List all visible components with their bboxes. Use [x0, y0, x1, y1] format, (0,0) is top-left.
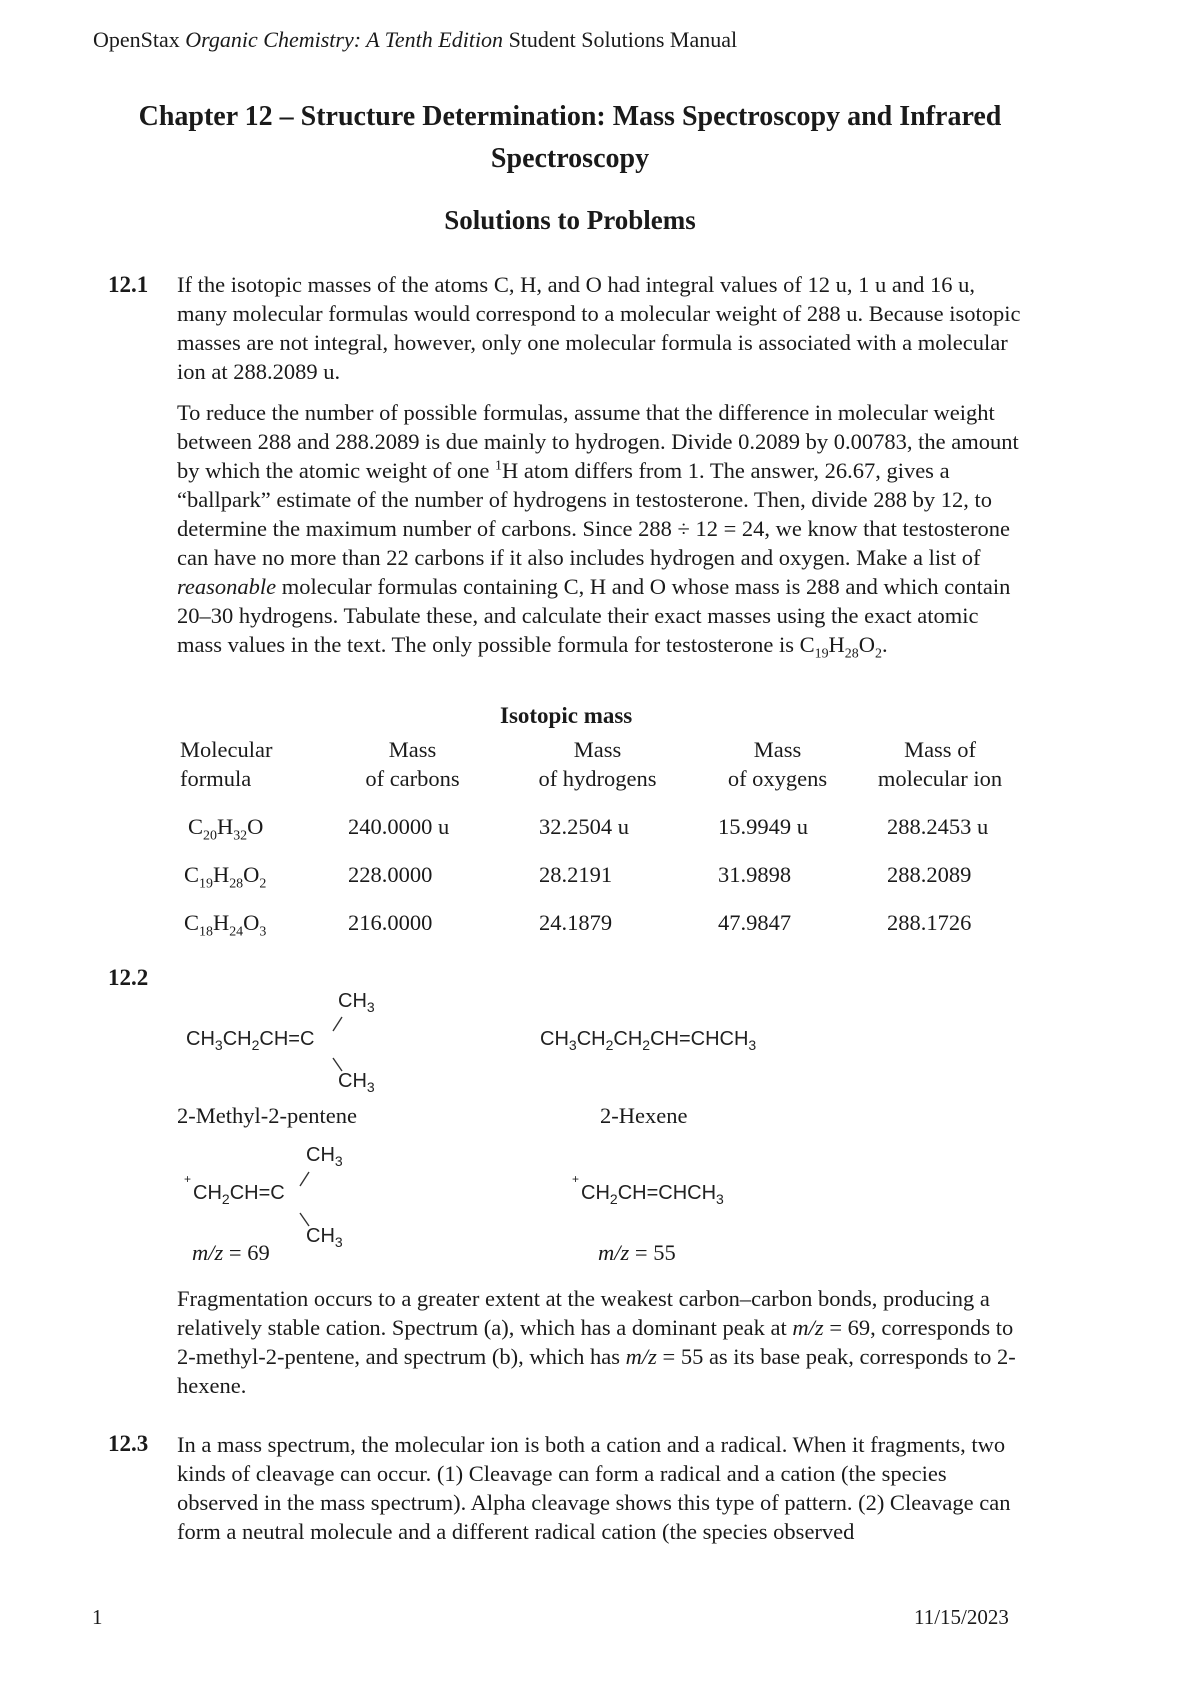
chapter-title: Chapter 12 – Structure Determination: Mass Spectroscopy and Infrared Spectroscopy [138, 101, 1002, 174]
problem-12-3-paragraph: In a mass spectrum, the molecular ion is both a cation and a radical. When it fragments, two kinds of cleavage can occur. (1) Cleavage can form a radical and a cation (the species observed in the mass spectrum). Alpha cleavage shows this type of pattern. (2) Cleavage can form a neutral molecule and a different radical cation (the species observed [177, 1432, 1011, 1544]
cell-hydrogens: 24.1879 [539, 910, 613, 935]
cell-formula: $C_{18}H_{24}O_3$ [184, 910, 267, 940]
bond-lines-1 [315, 1005, 355, 1080]
page-number: 1 [92, 1605, 103, 1629]
problem-12-1-paragraph-2: To reduce the number of possible formulas, assume that the difference in molecular weight between 288 and 288.2089 is due mainly to hydrogen. Divide 0.2089 by 0.00783, the amount by which the atomic weight of one $^1$H atom differs from 1. The answer, 26.67, gives a “ballpark” estimate of the number of hydrogens in testosterone. Then, divide 288 by 12, to determine the maximum number of carbons. Since 288 ÷ 12 = 24, we know that testosterone can have no more than 22 carbons if it also includes hydrogen and oxygen. Make a list of reasonable molecular formulas containing C, H and O whose mass is 288 and which contain 20–30 hydrogens. Tabulate these, and calculate their exact masses using the exact atomic mass values in the text. The only possible formula for testosterone is $C_{19}H_{28}O_2$. [177, 400, 1019, 662]
name-2-hexene: 2-Hexene [600, 1103, 688, 1128]
cell-ion: 288.2089 [887, 862, 972, 887]
footer-date: 11/15/2023 [914, 1605, 1009, 1629]
col-header-hydrogens: Mass of hydrogens [538, 737, 657, 791]
col-header-carbons: Mass of carbons [365, 737, 460, 791]
fragment-methyl-top: $CH_3$ [306, 1144, 343, 1169]
fragment-cation-55: $CH_2CH=CHCH_3$ [581, 1182, 724, 1207]
table-caption: Isotopic mass [500, 703, 633, 728]
mz-69: m/z = 69 [192, 1240, 270, 1265]
structure-2-methyl-2-pentene: $CH_3CH_2CH=C$ [186, 1028, 315, 1053]
name-2-methyl-2-pentene: 2-Methyl-2-pentene [177, 1103, 357, 1128]
cation-charge-2: + [572, 1172, 580, 1186]
problem-number-12-3: 12.3 [108, 1431, 149, 1456]
running-header: OpenStax Organic Chemistry: A Tenth Edition Student Solutions Manual [93, 27, 738, 52]
cell-oxygens: 31.9898 [718, 862, 792, 887]
cell-ion: 288.2453 u [887, 814, 989, 839]
mz-55: m/z = 55 [598, 1240, 676, 1265]
problem-12-1-paragraph-1: If the isotopic masses of the atoms C, H, and O had integral values of 12 u, 1 u and 16 u, many molecular formulas would correspond to a molecular weight of 288 u. Because isotopic masses are not integral, however, only one molecular formula is associated with a molecular ion at 288.2089 u. [177, 272, 1021, 384]
methyl-group-top: $CH_3$ [338, 990, 375, 1015]
cell-carbons: 216.0000 [348, 910, 433, 935]
table-row [180, 851, 1015, 899]
cell-carbons: 228.0000 [348, 862, 433, 887]
cell-oxygens: 15.9949 u [718, 814, 808, 839]
structure-2-hexene: $CH_3CH_2CH_2CH=CHCH_3$ [540, 1028, 757, 1053]
bond-lines-2 [282, 1160, 322, 1235]
table-row [180, 899, 1015, 947]
col-header-oxygens: Mass of oxygens [727, 737, 828, 791]
isotopic-mass-table [180, 735, 1015, 947]
cell-formula: $C_{20}H_{32}O$ [188, 814, 264, 844]
problem-12-2-paragraph: Fragmentation occurs to a greater extent at the weakest carbon–carbon bonds, producing a relatively stable cation. Spectrum (a), which has a dominant peak at m/z = 69, corresponds to 2-methyl-2-pentene, and spectrum (b), which has m/z = 55 as its base peak, corresponds to 2-hexene. [177, 1286, 1016, 1398]
cation-charge-1: + [184, 1172, 192, 1186]
problem-number-12-2: 12.2 [108, 965, 149, 990]
cell-carbons: 240.0000 u [348, 814, 450, 839]
fragment-cation-69: $CH_2CH=C$ [193, 1182, 285, 1207]
section-title: Solutions to Problems [444, 205, 696, 235]
col-header-ion: Mass of molecular ion [877, 737, 1003, 791]
methyl-group-bottom: $CH_3$ [338, 1070, 375, 1095]
problem-number-12-1: 12.1 [108, 272, 149, 297]
cell-oxygens: 47.9847 [718, 910, 792, 935]
cell-ion: 288.1726 [887, 910, 972, 935]
cell-formula: $C_{19}H_{28}O_2$ [184, 862, 267, 892]
cell-hydrogens: 32.2504 u [539, 814, 629, 839]
table-row [180, 803, 1015, 851]
cell-hydrogens: 28.2191 [539, 862, 613, 887]
fragment-methyl-bottom: $CH_3$ [306, 1225, 343, 1250]
col-header-formula: Molecular formula [180, 737, 273, 791]
